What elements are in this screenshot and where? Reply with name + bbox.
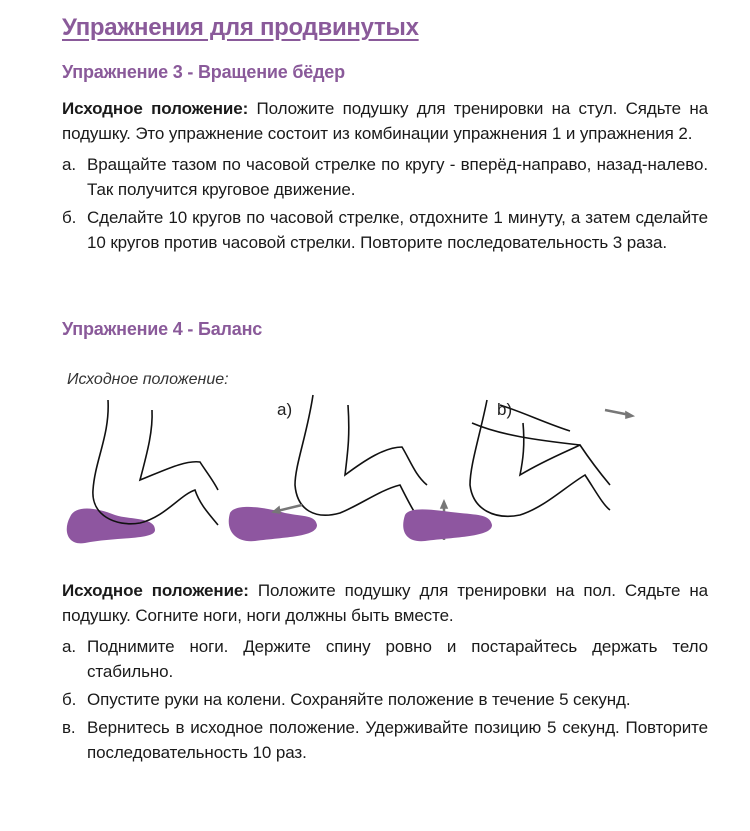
start-label: Исходное положение:	[62, 581, 249, 600]
list-item	[62, 152, 708, 202]
exercise-3-heading: Упражнение 3 - Вращение бёдер	[62, 62, 345, 82]
exercise-4-body	[62, 578, 708, 768]
figure-label-a: a)	[277, 400, 293, 419]
exercise-4-heading: Упражнение 4 - Баланс	[62, 319, 263, 339]
exercise-4-start	[62, 578, 708, 628]
list-text: Опустите руки на колени. Сохраняйте положение в течение 5 секунд.	[87, 690, 631, 709]
pillow-shape	[67, 509, 155, 544]
exercise-3-body	[62, 96, 708, 258]
figure-caption: Исходное положение:	[67, 371, 229, 388]
page-title: Упражнения для продвинутых	[62, 14, 419, 41]
list-text: Вращайте тазом по часовой стрелке по кругу - вперёд-направо, назад-налево. Так получится круговое движение.	[87, 155, 708, 199]
start-text: Положите подушку для тренировки на стул. Сядьте на подушку. Это упражнение состоит из комбинации упражнения 1 и упражнения 2.	[62, 99, 708, 143]
list-item	[62, 634, 708, 684]
start-text: Положите подушку для тренировки на пол. Сядьте на подушку. Согните ноги, ноги должны быть вместе.	[62, 581, 708, 625]
figure-start-position	[67, 400, 218, 543]
list-item	[62, 687, 708, 712]
balance-illustration	[55, 365, 735, 560]
pillow-shape	[403, 509, 492, 541]
list-item	[62, 205, 708, 255]
list-text: Поднимите ноги. Держите спину ровно и постарайтесь держать тело стабильно.	[87, 637, 708, 681]
exercise-3-steps	[62, 152, 708, 255]
list-item	[62, 715, 708, 765]
list-marker: б.	[62, 208, 77, 227]
list-marker: a.	[62, 155, 76, 174]
list-marker: a.	[62, 637, 76, 656]
list-text: Сделайте 10 кругов по часовой стрелке, отдохните 1 минуту, а затем сделайте 10 кругов против часовой стрелки. Повторите последовательность 3 раза.	[87, 208, 708, 252]
figure-b	[403, 400, 633, 541]
list-marker: в.	[62, 718, 76, 737]
list-text: Вернитесь в исходное положение. Удерживайте позицию 5 секунд. Повторите последовательность 10 раз.	[87, 718, 708, 762]
exercise-3-start	[62, 96, 708, 146]
exercise-4-steps	[62, 634, 708, 765]
list-marker: б.	[62, 690, 77, 709]
start-label: Исходное положение:	[62, 99, 249, 118]
figure-label-b: b)	[497, 400, 513, 419]
